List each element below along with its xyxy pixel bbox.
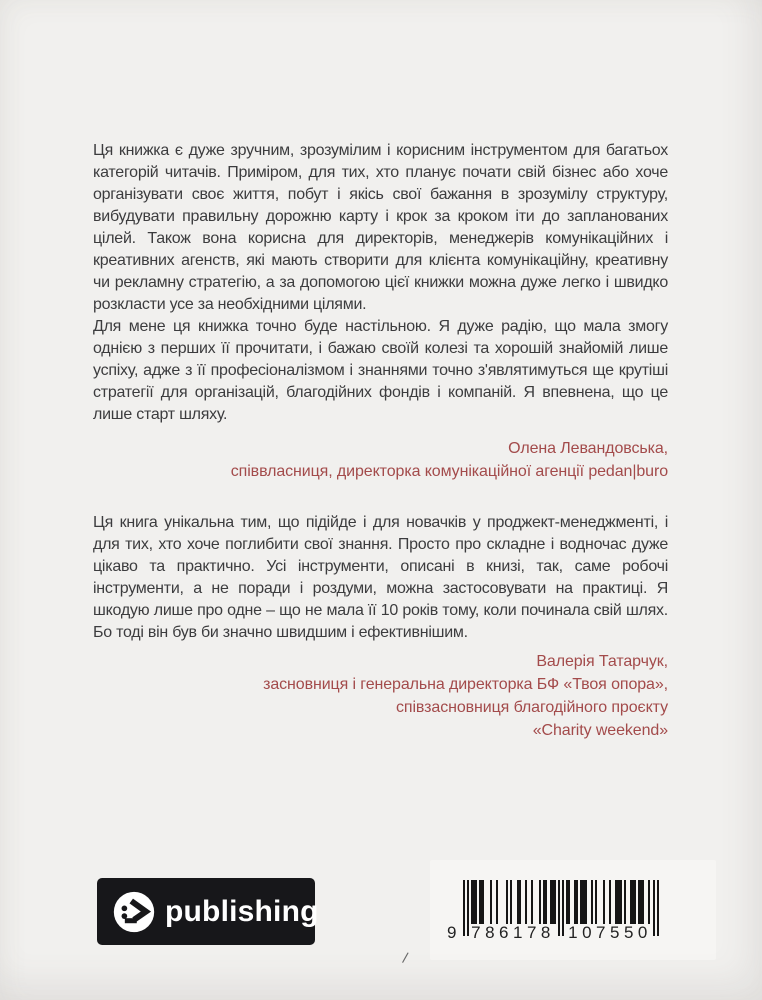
barcode-bar [648,880,650,924]
barcode-bar [603,880,605,924]
review-paragraph: Для мене ця книжка точно буде настільною. Я дуже радію, що мала змогу однією з перших її прочитати, і бажаю своїй колезі та хорошій знайомій лише успіху, адже з її професіоналізмом і знаннями точно з'являтимуться ще крутіші стратегії для організацій, благодійних фондів і компаній. Я впевнена, що це лише старт шляху. [93,318,668,423]
publisher-smiley-arrow-icon [112,890,156,934]
barcode-bar [574,880,578,924]
barcode-bar [539,880,541,924]
barcode-bar [463,880,465,936]
attribution-title: співзасновниця благодійного проєкту [396,699,668,716]
barcode-digit-group: 107550 [568,923,652,942]
barcode-bar [496,880,498,924]
barcode-digit-group: 786178 [471,923,555,942]
barcode-bar [490,880,492,924]
isbn-barcode [447,880,679,944]
barcode-bar [479,880,483,924]
barcode-bar [580,880,586,924]
barcode-bar [624,880,626,924]
review-paragraph: Ця книжка є дуже зручним, зрозумілим і корисним інструментом для багатьох категорій читачів. Приміром, для тих, хто планує почати свій бізнес або хоче організувати своє життя, побут і якісь свої бажання в зрозумілу структуру, вибудувати правильну дорожню карту і крок за кроком іти до запланованих цілей. Також вона корисна для директорів, менеджерів комунікаційних і креативних агенств, які мають створити для клієнта комунікаційну, креативну чи рекламну стратегію, а за допомогою цієї книжки можна дуже легко і швидко розкласти усе за необхідними цілями. [93,142,668,313]
barcode-bar [517,880,521,924]
barcode-bar [591,880,593,924]
barcode-digit-group: 9 [447,923,457,942]
attribution-name: Валерія Татарчук, [536,653,668,670]
reviews-text-column [93,140,668,742]
attribution-title: засновниця і генеральна директорка БФ «Твоя опора», [263,676,668,693]
barcode-bar [510,880,512,924]
barcode-bar [630,880,636,924]
review-attribution [93,650,668,742]
review-paragraph: Ця книга унікальна тим, що підійде і для новачків у проджект-менеджменті, і для тих, хто хоче поглибити свої знання. Просто про складне і водночас дуже цікаво та практично. Усі інструменти, описані в книзі, так, саме робочі інструменти, а не поради і роздуми, можна застосовувати на практиці. Я шкодую лише про одне – що не мала її 10 років тому, коли починала свій шлях. Бо тоді він був би значно швидшим і ефективнішим. [93,514,668,641]
barcode-bar [609,880,611,924]
review-quote [93,512,668,644]
attribution-name: Олена Левандовська, [508,440,668,457]
attribution-title: «Charity weekend» [532,722,668,739]
barcode-bar [566,880,570,924]
barcode-bar [471,880,477,924]
scan-artifact-mark: / [401,949,410,968]
barcode-bar [657,880,659,936]
barcode-bar [638,880,644,924]
publisher-logo [97,878,319,945]
barcode-bar [615,880,621,924]
review-quote [93,140,668,426]
barcode-bar [543,880,547,924]
barcode-bar [562,880,564,936]
barcode-bar [550,880,556,924]
barcode-bar [595,880,597,924]
attribution-title: співвласниця, директорка комунікаційної агенції pedan|buro [230,463,668,480]
barcode-bar [558,880,560,936]
review-attribution [93,437,668,483]
barcode-bar [506,880,508,924]
barcode-bar [531,880,533,924]
publisher-logo-label: publishing [165,894,319,928]
barcode-bar [525,880,527,924]
